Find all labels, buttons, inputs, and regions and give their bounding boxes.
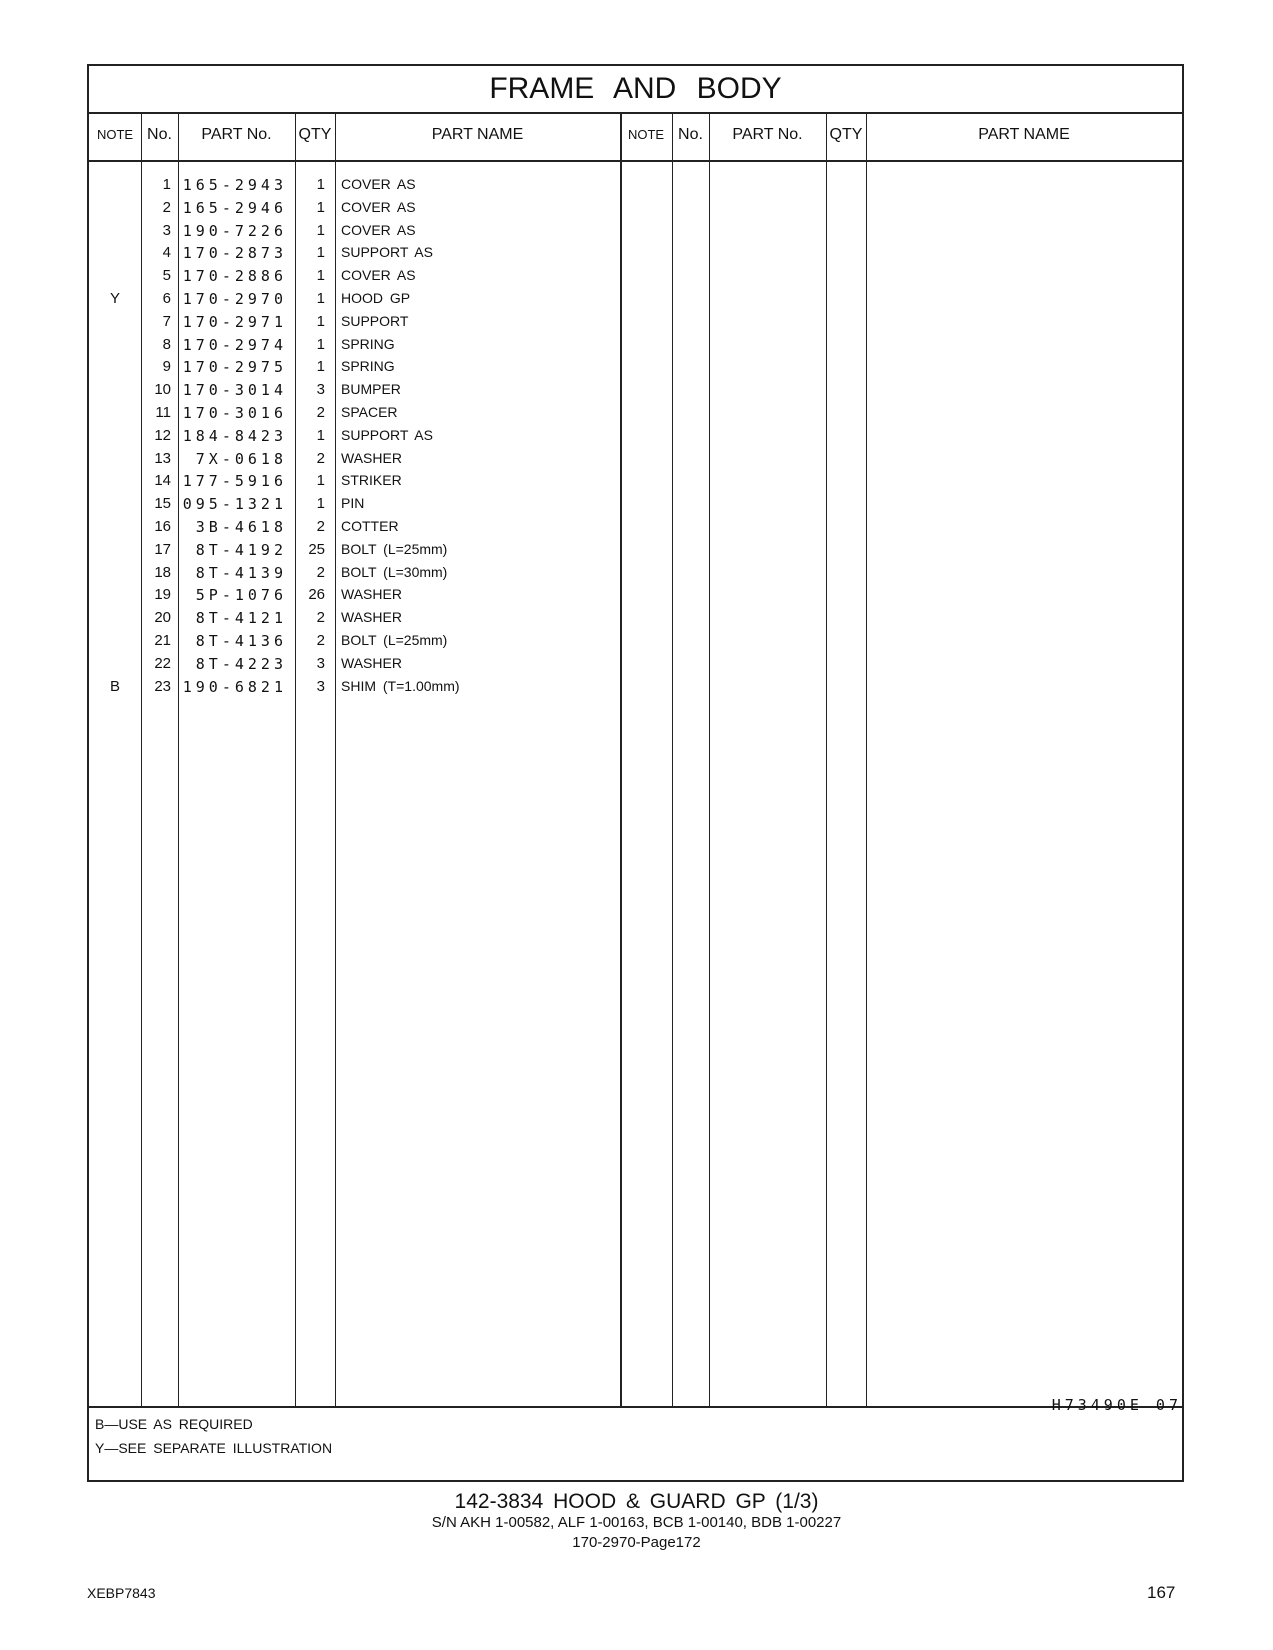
- row-quantity: 1: [316, 290, 325, 307]
- header-note: NOTE: [96, 127, 134, 142]
- row-part-number: 170-2971: [182, 312, 287, 331]
- row-quantity: 2: [316, 518, 325, 535]
- caption-title: 142-3834 HOOD & GUARD GP (1/3): [454, 1490, 819, 1513]
- table-row: [89, 358, 1182, 381]
- table-row: [89, 427, 1182, 450]
- row-part-name: COTTER: [341, 518, 399, 534]
- row-part-name: COVER AS: [341, 198, 416, 215]
- table-row: [89, 290, 1182, 313]
- table-row: [89, 222, 1182, 245]
- row-quantity: 2: [316, 609, 325, 627]
- table-row: [89, 313, 1182, 336]
- row-part-number: 190-6821: [182, 677, 287, 696]
- row-note: B: [109, 677, 120, 695]
- row-part-name: SHIM (T=1.00mm): [341, 677, 460, 694]
- row-quantity: 1: [316, 495, 325, 513]
- table-row: [89, 450, 1182, 473]
- row-part-name: WASHER: [341, 609, 402, 626]
- header-qty-2: QTY: [829, 126, 863, 143]
- row-number: 19: [154, 586, 171, 604]
- row-part-number: 170-3016: [182, 404, 287, 422]
- row-number: 3: [162, 221, 171, 239]
- header-note-2: NOTE: [627, 127, 665, 142]
- row-part-name: BOLT (L=30mm): [341, 563, 448, 580]
- row-part-name: SPACER: [341, 404, 398, 420]
- row-quantity: 1: [316, 221, 325, 239]
- table-row: [89, 586, 1182, 609]
- row-number: 12: [154, 426, 171, 444]
- header-part-no-2: PART No.: [732, 126, 803, 143]
- page-number: 167: [1147, 1583, 1176, 1602]
- header-no-2: No.: [678, 126, 703, 143]
- table-row: [89, 472, 1182, 495]
- row-part-number: 170-2886: [182, 267, 287, 286]
- parts-table: [87, 64, 1184, 1482]
- table-header: [89, 112, 1182, 162]
- row-part-name: SUPPORT AS: [341, 244, 433, 261]
- row-part-name: WASHER: [341, 586, 402, 603]
- table-row: [89, 518, 1182, 541]
- row-part-name: BOLT (L=25mm): [341, 632, 448, 648]
- header-part-name: PART NAME: [431, 126, 524, 143]
- row-part-number: 095-1321: [182, 495, 287, 514]
- row-quantity: 2: [316, 563, 325, 581]
- caption-serials: S/N AKH 1-00582, ALF 1-00163, BCB 1-00140, BDB 1-00227: [431, 1514, 842, 1531]
- row-part-number: 8T-4192: [195, 540, 287, 559]
- row-part-name: BUMPER: [341, 381, 401, 398]
- table-row: [89, 495, 1182, 518]
- row-part-number: 7X-0618: [195, 449, 287, 468]
- row-number: 8: [162, 335, 171, 353]
- header-qty: QTY: [298, 126, 332, 143]
- row-part-name: SUPPORT AS: [341, 426, 433, 443]
- row-part-number: 170-2873: [182, 244, 287, 263]
- row-number: 21: [154, 632, 171, 649]
- row-quantity: 3: [316, 381, 325, 399]
- row-quantity: 3: [316, 677, 325, 695]
- row-part-number: 8T-4223: [195, 654, 287, 673]
- table-row: [89, 609, 1182, 632]
- row-quantity: 2: [316, 632, 325, 649]
- row-part-name: WASHER: [341, 654, 402, 671]
- row-quantity: 1: [316, 335, 325, 353]
- row-part-number: 8T-4139: [195, 563, 287, 582]
- table-body-bottom: [89, 1406, 1182, 1408]
- row-part-number: 5P-1076: [195, 586, 287, 605]
- row-number: 11: [155, 404, 171, 421]
- row-quantity: 1: [316, 267, 325, 285]
- row-part-number: 165-2946: [182, 198, 287, 217]
- caption-page-ref: 170-2970-Page172: [572, 1534, 701, 1551]
- row-quantity: 1: [316, 244, 325, 262]
- table-row: [89, 404, 1182, 427]
- row-number: 16: [154, 518, 171, 535]
- row-part-number: 177-5916: [182, 472, 287, 491]
- row-quantity: 2: [316, 449, 325, 467]
- row-part-number: 184-8423: [182, 426, 287, 445]
- row-number: 17: [154, 540, 171, 558]
- row-part-name: WASHER: [341, 449, 402, 466]
- row-part-name: STRIKER: [341, 472, 402, 489]
- row-part-name: BOLT (L=25mm): [341, 540, 448, 557]
- row-number: 18: [154, 563, 171, 581]
- row-number: 14: [154, 472, 171, 490]
- row-number: 23: [154, 677, 171, 695]
- legend-y: Y—SEE SEPARATE ILLUSTRATION: [95, 1440, 333, 1456]
- table-row: [89, 632, 1182, 655]
- header-no: No.: [147, 126, 172, 143]
- row-part-name: COVER AS: [341, 267, 416, 284]
- drawing-code: H73490E 07: [1051, 1396, 1182, 1414]
- row-part-number: 8T-4121: [195, 609, 287, 628]
- row-quantity: 1: [316, 198, 325, 216]
- row-number: 5: [162, 267, 171, 285]
- row-number: 20: [154, 609, 171, 627]
- row-part-number: 3B-4618: [195, 518, 287, 536]
- table-row: [89, 381, 1182, 404]
- row-number: 22: [154, 654, 171, 672]
- row-part-number: 165-2943: [182, 176, 287, 194]
- row-number: 4: [162, 244, 171, 262]
- row-number: 2: [162, 198, 171, 216]
- row-part-number: 170-2970: [182, 290, 287, 308]
- row-number: 15: [154, 495, 171, 513]
- table-row: [89, 336, 1182, 359]
- row-quantity: 2: [316, 404, 325, 421]
- row-part-number: 8T-4136: [195, 632, 287, 650]
- row-quantity: 25: [308, 540, 325, 558]
- row-number: 1: [162, 176, 171, 193]
- row-part-name: COVER AS: [341, 221, 416, 238]
- row-quantity: 26: [308, 586, 325, 604]
- row-part-name: PIN: [341, 495, 365, 512]
- table-row: [89, 267, 1182, 290]
- row-number: 13: [154, 449, 171, 467]
- row-number: 10: [154, 381, 171, 399]
- table-row: [89, 176, 1182, 199]
- row-part-name: COVER AS: [341, 176, 416, 192]
- table-row: [89, 655, 1182, 678]
- section-title: FRAME AND BODY: [89, 66, 1182, 114]
- row-quantity: 1: [316, 312, 325, 330]
- table-row: [89, 541, 1182, 564]
- header-part-name-2: PART NAME: [978, 126, 1070, 143]
- table-row: [89, 244, 1182, 267]
- row-quantity: 1: [316, 358, 325, 376]
- header-part-no: PART No.: [201, 126, 272, 143]
- row-number: 6: [162, 290, 171, 307]
- document-id: XEBP7843: [87, 1585, 156, 1601]
- row-quantity: 1: [316, 472, 325, 490]
- row-part-name: SPRING: [341, 335, 395, 352]
- row-part-number: 170-2974: [182, 335, 287, 354]
- row-part-number: 170-3014: [182, 381, 287, 400]
- table-row: [89, 678, 1182, 701]
- row-part-name: SUPPORT: [341, 312, 409, 329]
- row-note: Y: [109, 290, 120, 307]
- row-quantity: 1: [316, 426, 325, 444]
- row-number: 7: [162, 312, 171, 330]
- row-quantity: 1: [316, 176, 325, 193]
- table-row: [89, 564, 1182, 587]
- row-part-number: 170-2975: [182, 358, 287, 377]
- row-part-number: 190-7226: [182, 221, 287, 240]
- table-row: [89, 199, 1182, 222]
- row-part-name: SPRING: [341, 358, 395, 375]
- legend-b: B—USE AS REQUIRED: [95, 1416, 253, 1432]
- row-quantity: 3: [316, 654, 325, 672]
- row-part-name: HOOD GP: [341, 290, 411, 306]
- row-number: 9: [162, 358, 171, 376]
